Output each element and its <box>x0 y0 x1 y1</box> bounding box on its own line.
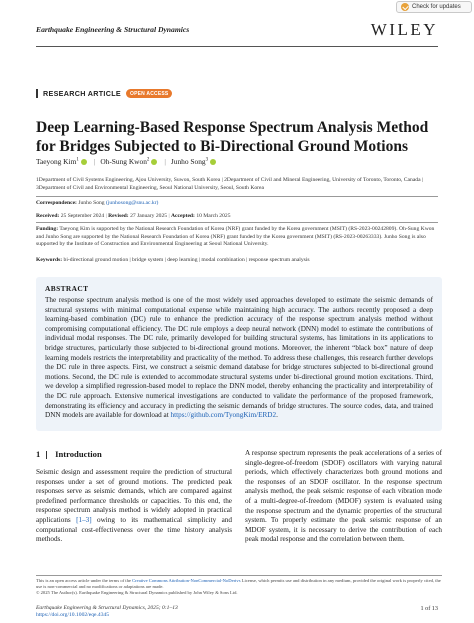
doi-link[interactable]: https://doi.org/10.1002/eqe.4345 <box>36 612 110 619</box>
affiliations: 1Department of Civil Systems Engineering, Ajou University, Suwon, South Korea | 2Department of Civil and Mineral Engineering, University of Toronto, Toronto, Canada | 3Department of Civil and Environmental Engineering, Seoul National University, Seoul, South Korea <box>36 177 424 191</box>
abstract-text: The response spectrum analysis method is one of the most widely used approaches developed to estimate the seismic demands of structural systems with minimal computational expense while maintaining high accuracy. The authors recently proposed a deep learning-based combination (DC) rule to enhance the prediction accuracy of the response spectrum analysis method without compromising computational efficiency. The DC rule employs a deep neural network (DNN) model to estimate the contributions of individual modal responses. The DC rule, primarily developed for building structural systems, has limitations in its applications to bridge structures, particularly those subjected to bi-directional ground motions. Moreover, the inherent “black box” nature of deep learning models restricts the interpretability and practicality of the method. To address these challenges, this research further develops the DC rule in three aspects. First, we construct a seismic demand database for bridge structures subjected to bi-directional ground motions. Second, the DC rule is extended to accommodate structural systems under bi-directional ground motion excitations. Third, we develop a simplified regression-based model to replace the DNN model, thereby enhancing the practicality and interpretability of the DC rule approach. Extensive numerical investigations are conducted to validate the performance of the proposed framework, demonstrating its efficiency and accuracy in predicting the seismic demands of bridge structures. The source codes, data, and trained DNN models are available for download at https://github.com/TyongKim/ERD2. <box>45 296 433 420</box>
footer-divider <box>36 575 442 576</box>
abstract-box <box>36 277 442 431</box>
funding-statement: Funding: Taeyong Kim is supported by the National Research Foundation of Korea (NRF) grant funded by the Korea government (MSIT) (RS-2023-00242809). Oh-Sung Kwon and Junho Song are supported by the National Research Foundation of Korea (NRF) grant funded by the Korea government (MSIT) (RS-2023-00263333). Junho Song is also supported by the Institute of Construction and Environmental Engineering at Seoul National University. <box>36 226 435 248</box>
reference-link[interactable]: [1–3] <box>76 515 92 524</box>
journal-name: Earthquake Engineering & Structural Dynamics <box>36 25 190 34</box>
check-for-updates-button[interactable] <box>396 1 472 13</box>
article-type-bar <box>36 89 38 98</box>
license-link[interactable]: Creative Commons Attribution-NonCommercial-NoDerivs <box>132 578 241 583</box>
header-divider <box>36 46 438 47</box>
intro-left-column: Seismic design and assessment require the prediction of structural responses under a set of ground motions. The predicted peak responses serve as seismic demands, which are compared against predefined performance thresholds or capacities. To this end, the response spectrum analysis method is widely adopted in practical applications [1–3] owing to its mathematical simplicity and computational cost-effectiveness over the time history analysis methods. <box>36 468 232 544</box>
abstract-heading: ABSTRACT <box>45 284 89 293</box>
article-title: Deep Learning-Based Response Spectrum Analysis Method for Bridges Subjected to Bi-Directional Ground Motions <box>36 119 429 155</box>
author-separator: | <box>93 157 96 166</box>
copyright: © 2025 The Author(s). Earthquake Engineering & Structural Dynamics published by John Wiley & Sons Ltd. <box>36 590 238 596</box>
orcid-icon[interactable] <box>81 159 87 165</box>
author-name[interactable]: Oh-Sung Kwon$^2$ <box>100 157 150 166</box>
author-list <box>36 157 218 166</box>
article-dates: Received: 25 September 2024 | Revised: 27 January 2025 | Accepted: 10 March 2025 <box>36 213 231 219</box>
section-heading: 1 Introduction <box>36 449 102 459</box>
check-updates-label: Check for updates <box>412 4 461 10</box>
journal-citation: Earthquake Engineering & Structural Dynamics, 2025; 0:1–13 https://doi.org/10.1002/eqe.4345 <box>36 605 178 619</box>
article-type-row <box>36 89 172 98</box>
author-name[interactable]: Taeyong Kim$^1$ <box>36 157 79 166</box>
intro-right-column: A response spectrum represents the peak accelerations of a series of single-degree-of-freedom (SDOF) oscillators with varying natural periods, which effectively characterizes both ground motions and the responses of an SDOF oscillator. In the response spectrum analysis method, the peak seismic response of each vibration mode of a multi-degree-of-freedom (MDOF) system is evaluated using the response spectrum and the dynamic properties of the structural system. To properly estimate the peak seismic response of an MDOF system, it is necessary to derive the contribution of each peak modal response and the correlation between them. <box>245 449 442 544</box>
github-link[interactable]: https://github.com/TyongKim/ERD2 <box>170 411 277 420</box>
check-updates-icon <box>401 3 409 11</box>
open-access-badge: OPEN ACCESS <box>126 89 172 98</box>
article-type: RESEARCH ARTICLE <box>43 89 122 98</box>
orcid-icon[interactable] <box>210 159 216 165</box>
correspondence: Correspondence: Junho Song (junhosong@snu.ac.kr) <box>36 200 159 206</box>
page-number: 1 of 13 <box>420 605 438 612</box>
license-notice: This is an open access article under the terms of the Creative Commons Attribution-NonCommercial-NoDerivs License, which permits use and distribution in any medium, provided the original work is properly cited, the use is non-commercial and no modifications or adaptations are made. © 2025 The Author(s). Earthquake Engineering & Structural Dynamics published by John Wiley & Sons Ltd. <box>36 578 441 596</box>
meta-divider <box>36 196 438 197</box>
keywords: Keywords: bi-directional ground motion | bridge system | deep learning | modal combination | response spectrum analysis <box>36 257 310 263</box>
publisher-logo: WILEY <box>370 20 438 39</box>
meta-divider <box>36 222 438 223</box>
correspondence-email-link[interactable]: (junhosong@snu.ac.kr) <box>106 200 159 206</box>
author-separator: | <box>164 157 166 166</box>
orcid-icon[interactable] <box>151 159 157 165</box>
author-name[interactable]: Junho Song$^3$ <box>170 157 209 166</box>
